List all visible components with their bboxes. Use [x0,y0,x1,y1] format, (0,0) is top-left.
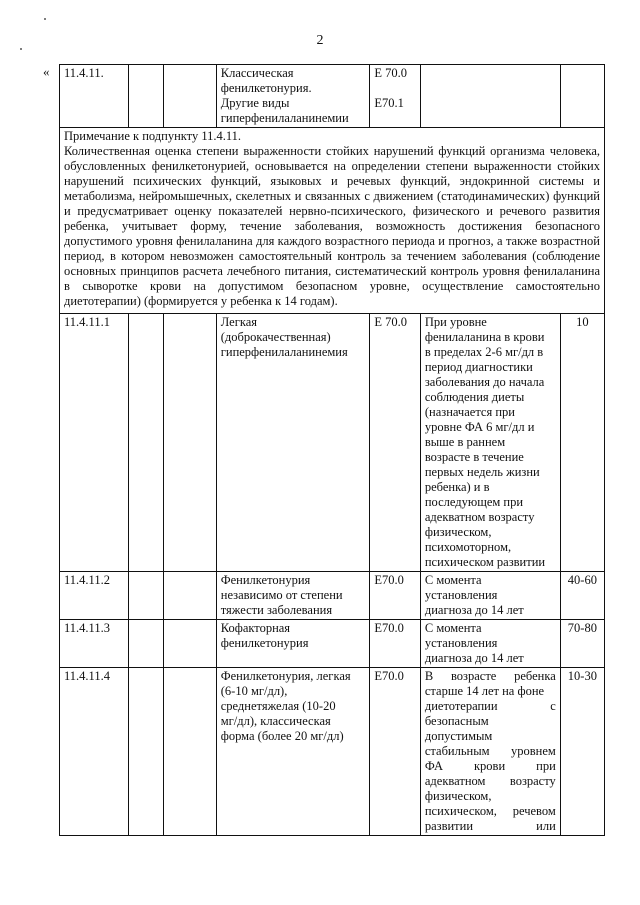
text-line: Другие виды [220,96,290,110]
note-row [60,128,605,314]
text-line: С момента [424,621,482,635]
empty-cell [129,572,164,620]
table-row [60,572,605,620]
disease-name [216,314,370,572]
text-line: в пределах 2-6 мг/дл в [424,345,544,359]
icd-code [370,65,421,128]
text-line: Классическая [220,66,294,80]
note-text: Количественная оценка степени выраженности стойких нарушений функций организма человека, обусловленных фенилкетонурией, основывается на определении степени выраженности стойких нарушений психических функций, языковых и речевых функций, эндокринной системы и метаболизма, нейромышечных, скелетных и связанных с движением (статодинамических) функций и предусматривает оценку показателей нервно-психического, физического и речевого развития ребенка, учитывает форму, течение заболевания, возможность достижения безопасного допустимого уровня фенилаланина для каждого возрастного периода и прогноз, а также возрастной период, в котором невозможен самостоятельный контроль за течением заболевания (соблюдение основных принципов расчета лечебного питания, систематический контроль уровня фенилаланина в сыворотке крови на допустимом безопасном уровне, осуществление самостоятельно диетотерапии) (формируется у ребенка к 14 годам). [64,144,600,308]
empty-cell [129,620,164,668]
text-line: стабильным уровнем [424,744,556,758]
percent-value: 70-80 [560,620,604,668]
icd-code: Е70.0 [370,668,421,836]
row-code: 11.4.11.4 [60,668,129,836]
text-line: диетотерапии с [424,699,556,713]
empty-cell [129,65,164,128]
empty-cell [164,314,217,572]
text-line: тяжести заболевания [220,603,333,617]
text-line: адекватном возрасту [424,774,556,788]
condition [420,668,560,836]
text-line: психическом развитии [424,555,546,569]
text-line: фенилаланина в крови [424,330,545,344]
percent-value: 10-30 [560,668,604,836]
empty-cell [164,572,217,620]
note-cell [60,128,605,314]
note-heading: Примечание к подпункту 11.4.11. [64,129,242,143]
text-line: ребенка) и в [424,480,490,494]
table-row [60,668,605,836]
percent-value: 10 [560,314,604,572]
page-number: 2 [316,33,324,48]
text-line: гиперфенилаланинемия [220,345,348,359]
text-line: фенилкетонурия [220,636,309,650]
text-line: Е70.1 [374,96,404,110]
text-line: психомоторном, [424,540,512,554]
text-line: Кофакторная [220,621,291,635]
text-line: (назначается при [424,405,515,419]
scan-speck [44,18,46,20]
row-code: 11.4.11.1 [60,314,129,572]
text-line: психическом, речевом [424,804,556,818]
text-line: При уровне [424,315,487,329]
text-line: В возрасте ребенка [424,669,556,683]
text-line: Фенилкетонурия [220,573,311,587]
quote-mark: « [43,64,50,79]
empty-cell [129,668,164,836]
table-row [60,314,605,572]
row-code: 11.4.11.3 [60,620,129,668]
text-line: независимо от степени [220,588,343,602]
text-line: Е 70.0 [374,66,407,80]
text-line: ФА крови при [424,759,556,773]
disease-name [216,668,370,836]
scan-speck [20,48,22,50]
disease-name [216,572,370,620]
text-line: старше 14 лет на фоне [424,684,545,698]
text-line: мг/дл), классическая [220,714,331,728]
text-line: гиперфенилаланинемии [220,111,349,125]
empty-cell [129,314,164,572]
disease-name [216,65,370,128]
text-line: возрасте в течение [424,450,524,464]
row-code: 11.4.11.2 [60,572,129,620]
condition [420,314,560,572]
table-row [60,65,605,128]
text-line: установления [424,588,498,602]
text-line: Фенилкетонурия, легкая [220,669,351,683]
empty-cell [164,620,217,668]
text-line: Легкая [220,315,257,329]
empty-cell [420,65,560,128]
empty-cell [560,65,604,128]
text-line: выше в раннем [424,435,506,449]
disability-criteria-table [59,64,605,836]
text-line: последующем при [424,495,524,509]
text-line: (6-10 мг/дл), [220,684,288,698]
empty-cell [164,65,217,128]
percent-value: 40-60 [560,572,604,620]
text-line: форма (более 20 мг/дл) [220,729,344,743]
text-line: уровне ФА 6 мг/дл и [424,420,535,434]
text-line: диагноза до 14 лет [424,603,524,617]
text-line: установления [424,636,498,650]
text-line: адекватном возрасту [424,510,535,524]
empty-cell [164,668,217,836]
icd-code: Е 70.0 [370,314,421,572]
text-line: С момента [424,573,482,587]
text-line: среднетяжелая (10-20 [220,699,336,713]
row-code: 11.4.11. [60,65,129,128]
text-line: заболевания до начала [424,375,545,389]
text-line: фенилкетонурия. [220,81,312,95]
text-line: допустимым [424,729,493,743]
text-line: соблюдения диеты [424,390,525,404]
text-line: физическом, [424,525,492,539]
disease-name [216,620,370,668]
text-line: первых недель жизни [424,465,540,479]
table-row [60,620,605,668]
text-line [374,81,416,96]
icd-code: Е70.0 [370,572,421,620]
condition [420,572,560,620]
text-line: развитии или [424,819,556,833]
condition [420,620,560,668]
icd-code: Е70.0 [370,620,421,668]
text-line: безопасным [424,714,489,728]
text-line: физическом, [424,789,492,803]
text-line: диагноза до 14 лет [424,651,524,665]
text-line: (доброкачественная) [220,330,331,344]
text-line: период диагностики [424,360,533,374]
